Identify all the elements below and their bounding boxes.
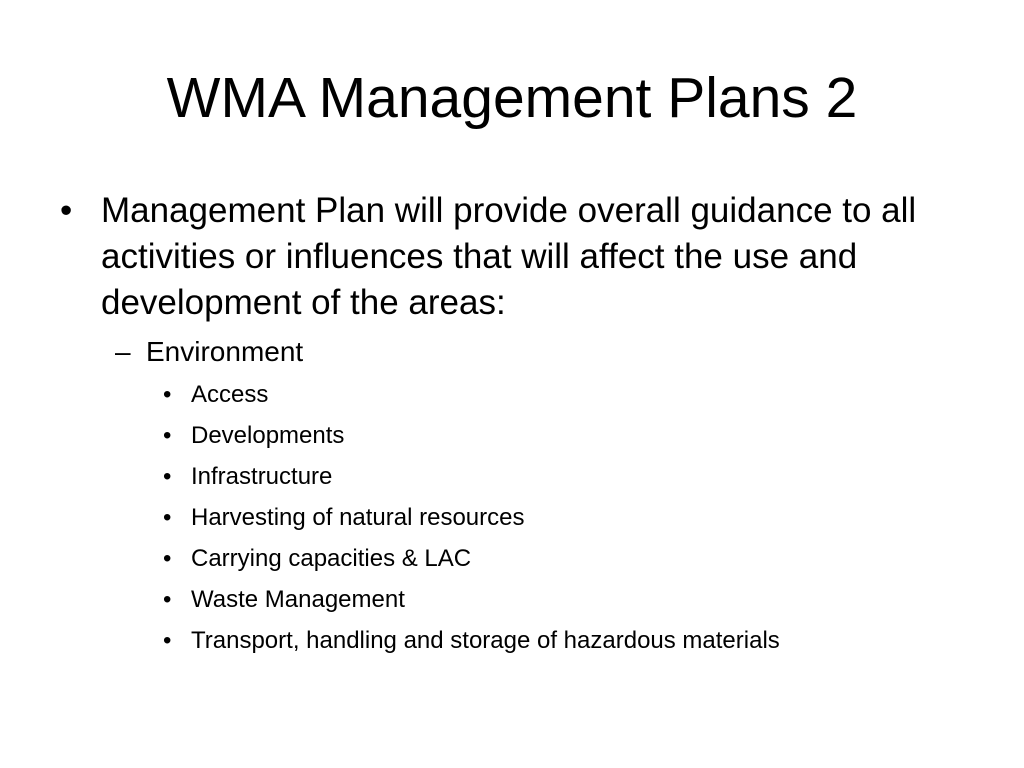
list-item bbox=[163, 497, 960, 538]
list-item bbox=[163, 415, 960, 456]
list-item-text: Carrying capacities & LAC bbox=[191, 545, 472, 572]
bullet-marker: • bbox=[163, 504, 172, 531]
dash-marker: – bbox=[115, 336, 131, 367]
environment-list bbox=[163, 374, 960, 661]
list-item-text: Infrastructure bbox=[191, 463, 333, 490]
bullet-item bbox=[60, 188, 960, 326]
bullet-marker: • bbox=[163, 586, 172, 613]
sub-bullet-text: Environment bbox=[146, 336, 304, 367]
bullet-marker: • bbox=[163, 422, 172, 449]
bullet-marker: • bbox=[163, 463, 172, 490]
sub-bullet-item bbox=[115, 334, 960, 370]
list-item bbox=[163, 538, 960, 579]
slide-title: WMA Management Plans 2 bbox=[166, 66, 858, 130]
bullet-marker: • bbox=[163, 627, 172, 654]
bullet-marker: • bbox=[60, 191, 73, 230]
list-item-text: Transport, handling and storage of hazardous materials bbox=[191, 627, 780, 654]
list-item-text: Waste Management bbox=[191, 586, 405, 613]
list-item bbox=[163, 374, 960, 415]
list-item bbox=[163, 620, 960, 661]
slide-body bbox=[60, 188, 960, 661]
list-item-text: Developments bbox=[191, 422, 345, 449]
list-item-text: Harvesting of natural resources bbox=[191, 504, 525, 531]
bullet-text: Management Plan will provide overall guidance to all activities or influences that will affect the use and development of the areas: bbox=[101, 191, 917, 322]
list-item bbox=[163, 579, 960, 620]
bullet-marker: • bbox=[163, 381, 172, 408]
bullet-marker: • bbox=[163, 545, 172, 572]
list-item bbox=[163, 456, 960, 497]
list-item-text: Access bbox=[191, 381, 269, 408]
